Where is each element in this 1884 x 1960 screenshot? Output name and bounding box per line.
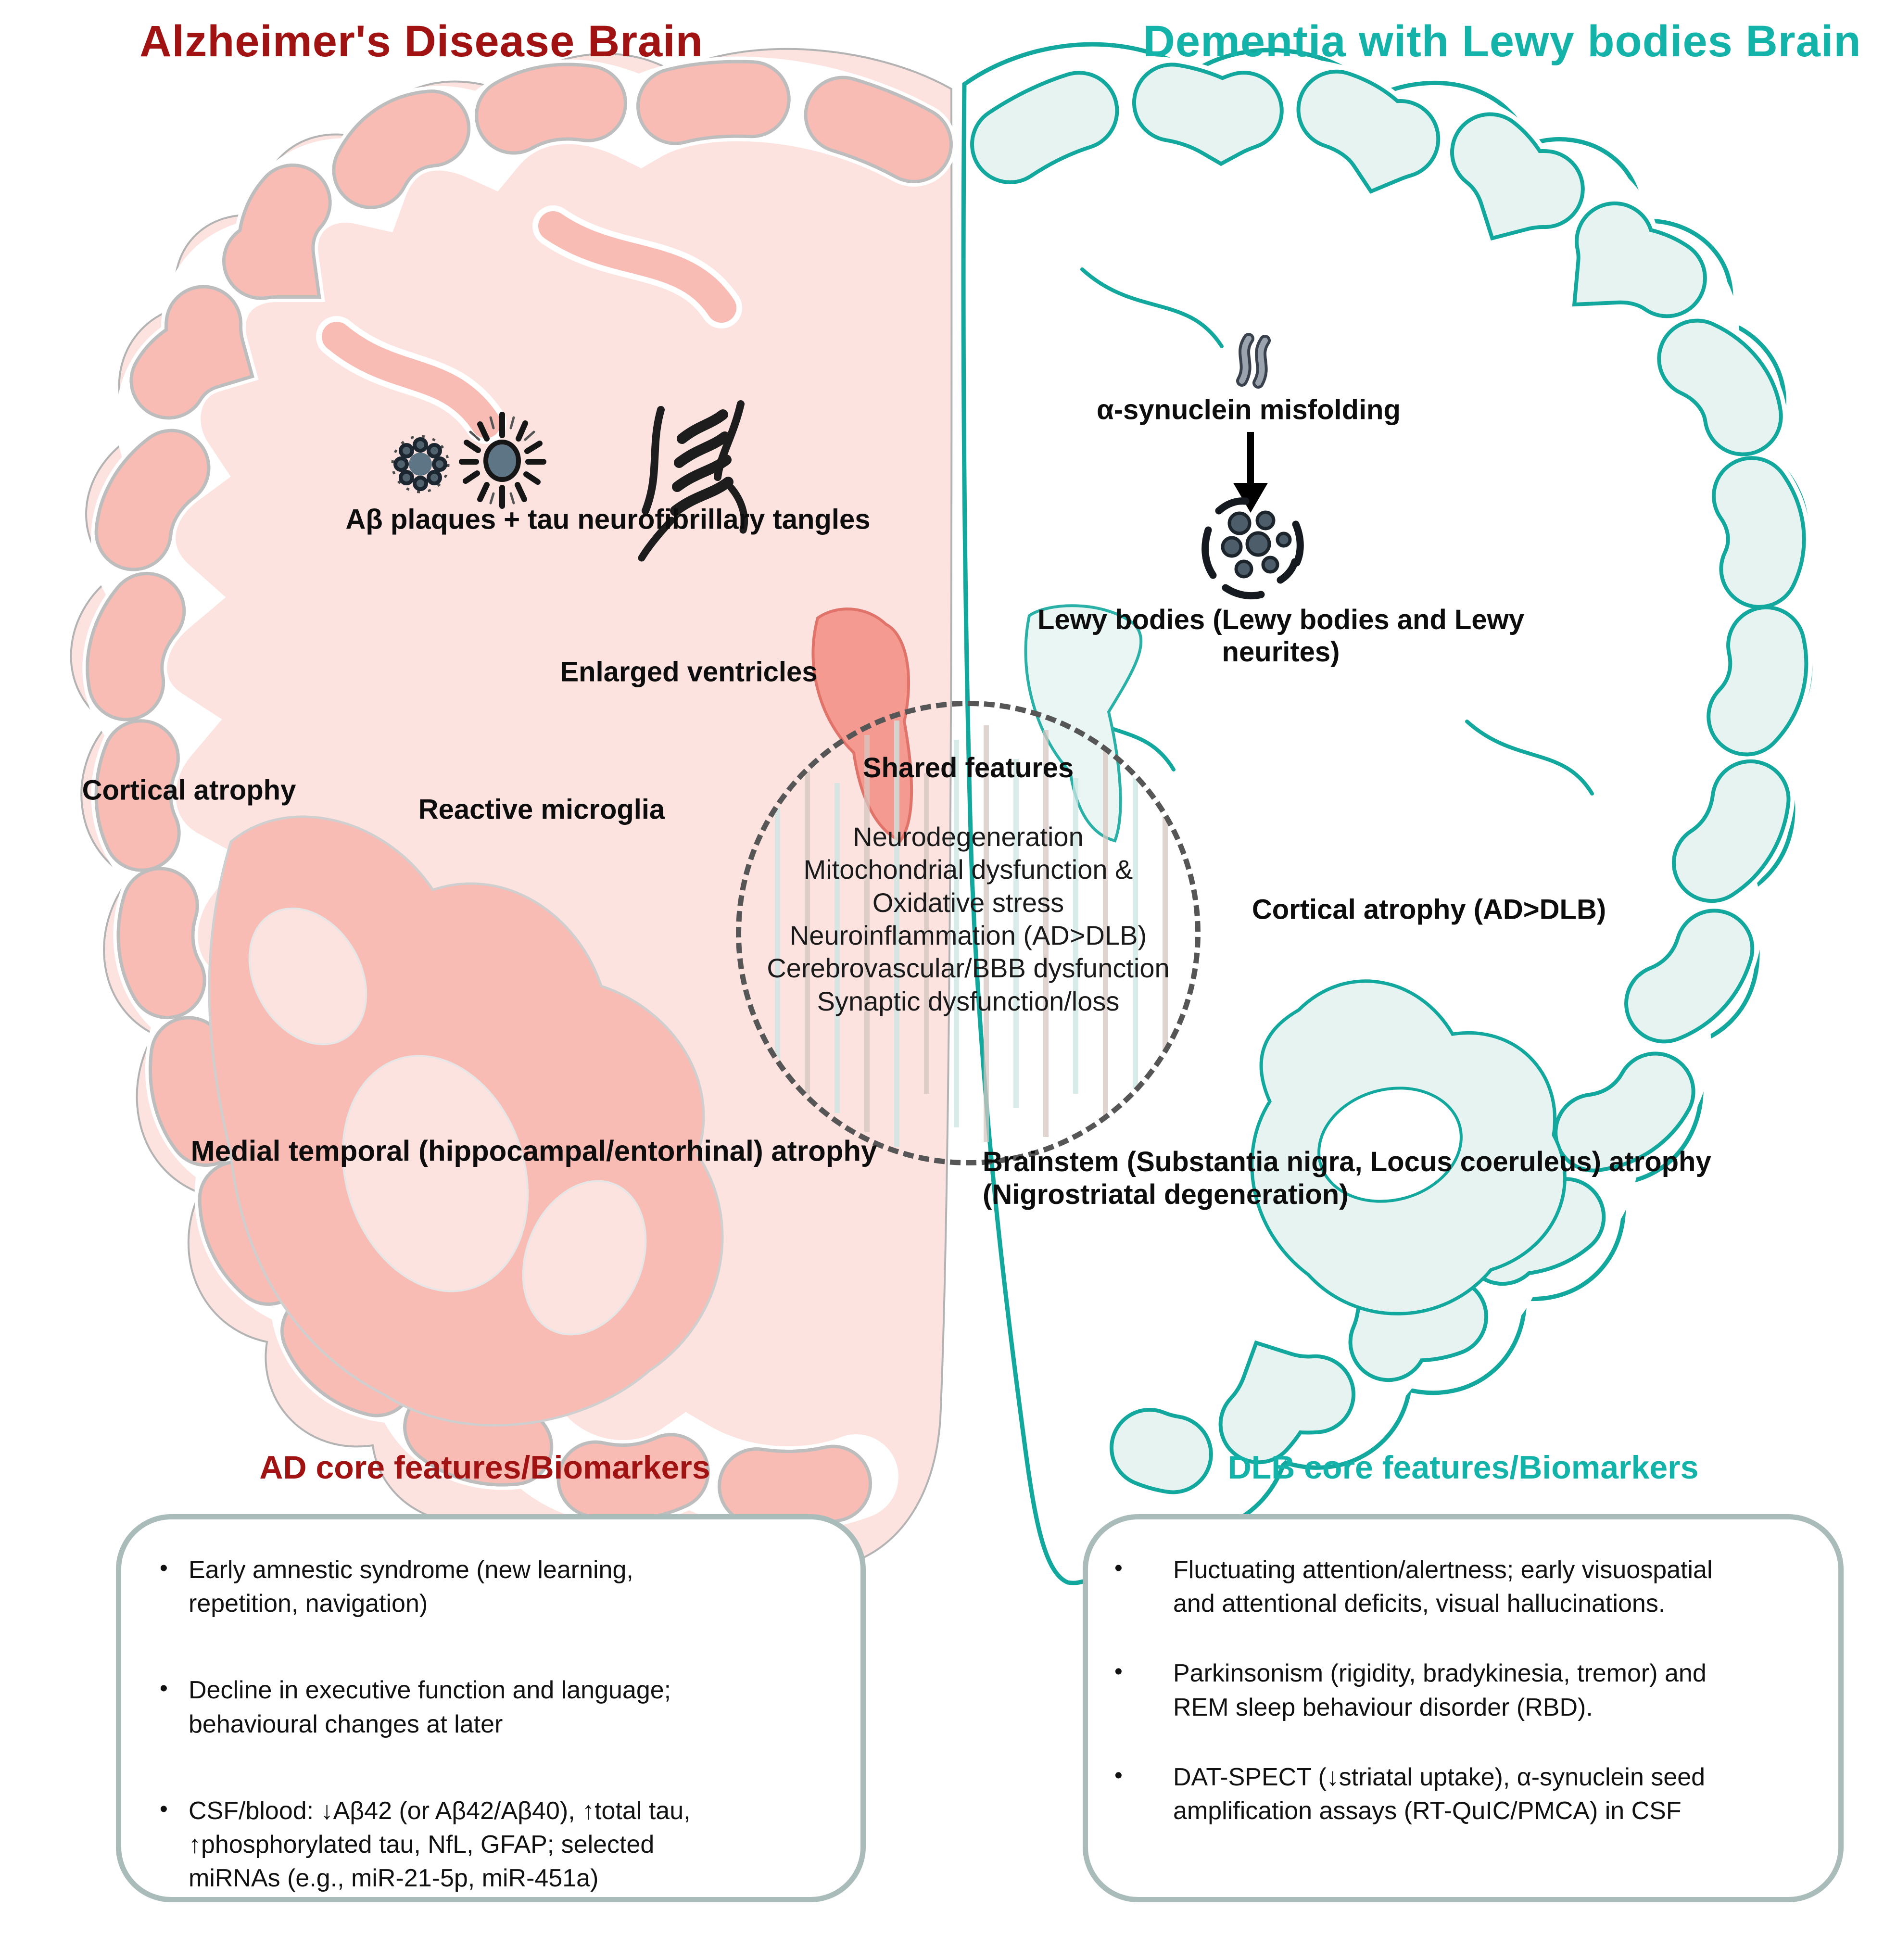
shared-feature-item: Mitochondrial dysfunction & Oxidative stress — [803, 854, 1133, 918]
label-cortical-atrophy-ad: Cortical atrophy — [82, 774, 296, 806]
label-cortical-atrophy-dlb: Cortical atrophy (AD>DLB) — [1252, 894, 1606, 925]
shared-feature-item: Synaptic dysfunction/loss — [817, 986, 1120, 1016]
dlb-feature-bullet: • DAT-SPECT (↓striatal uptake), α-synuclein seed amplification assays (RT-QuIC/PMCA) in CSF — [1114, 1760, 1731, 1828]
label-ab-plaques-tangles: Aβ plaques + tau neurofibrillary tangles — [345, 504, 871, 535]
ad-features-bullet-list — [121, 1519, 860, 1895]
shared-features-list — [766, 821, 1170, 1018]
shared-feature-item: Neurodegeneration — [853, 822, 1084, 852]
dlb-features-box — [1083, 1514, 1844, 1902]
shared-feature-item: Neuroinflammation (AD>DLB) — [789, 920, 1147, 950]
ad-features-header: AD core features/Biomarkers — [259, 1449, 710, 1486]
label-enlarged-ventricles: Enlarged ventricles — [560, 656, 818, 688]
ad-feature-bullet: • Decline in executive function and language; behavioural changes at later — [160, 1673, 742, 1741]
ad-feature-bullet: • CSF/blood: ↓Aβ42 (or Aβ42/Aβ40), ↑total tau, ↑phosphorylated tau, NfL, GFAP; selected miRNAs (e.g., miR-21-5p, miR-451a) — [160, 1794, 742, 1896]
dlb-title: Dementia with Lewy bodies Brain — [1143, 17, 1861, 66]
label-lewy-bodies: Lewy bodies (Lewy bodies and Lewy neurites) — [1037, 604, 1524, 668]
ad-features-box — [116, 1514, 866, 1902]
ad-title: Alzheimer's Disease Brain — [139, 17, 703, 66]
label-reactive-microglia: Reactive microglia — [418, 794, 665, 825]
shared-features-circle — [736, 701, 1201, 1165]
dlb-feature-bullet: • Parkinsonism (rigidity, bradykinesia, tremor) and REM sleep behaviour disorder (RBD). — [1114, 1657, 1731, 1724]
dlb-feature-bullet: • Fluctuating attention/alertness; early visuospatial and attentional deficits, visual hallucinations. — [1114, 1553, 1731, 1620]
label-brainstem-atrophy: Brainstem (Substantia nigra, Locus coeruleus) atrophy (Nigrostriatal degeneration) — [983, 1146, 1711, 1211]
dlb-features-header: DLB core features/Biomarkers — [1227, 1449, 1699, 1486]
label-alpha-synuclein-misfolding: α-synuclein misfolding — [1097, 394, 1401, 426]
shared-feature-item: Cerebrovascular/BBB dysfunction — [767, 953, 1170, 984]
label-medial-temporal-atrophy: Medial temporal (hippocampal/entorhinal) atrophy — [190, 1135, 877, 1167]
ad-feature-bullet: • Early amnestic syndrome (new learning, repetition, navigation) — [160, 1553, 742, 1620]
shared-features-title: Shared features — [862, 752, 1074, 784]
dlb-features-bullet-list — [1088, 1519, 1838, 1828]
